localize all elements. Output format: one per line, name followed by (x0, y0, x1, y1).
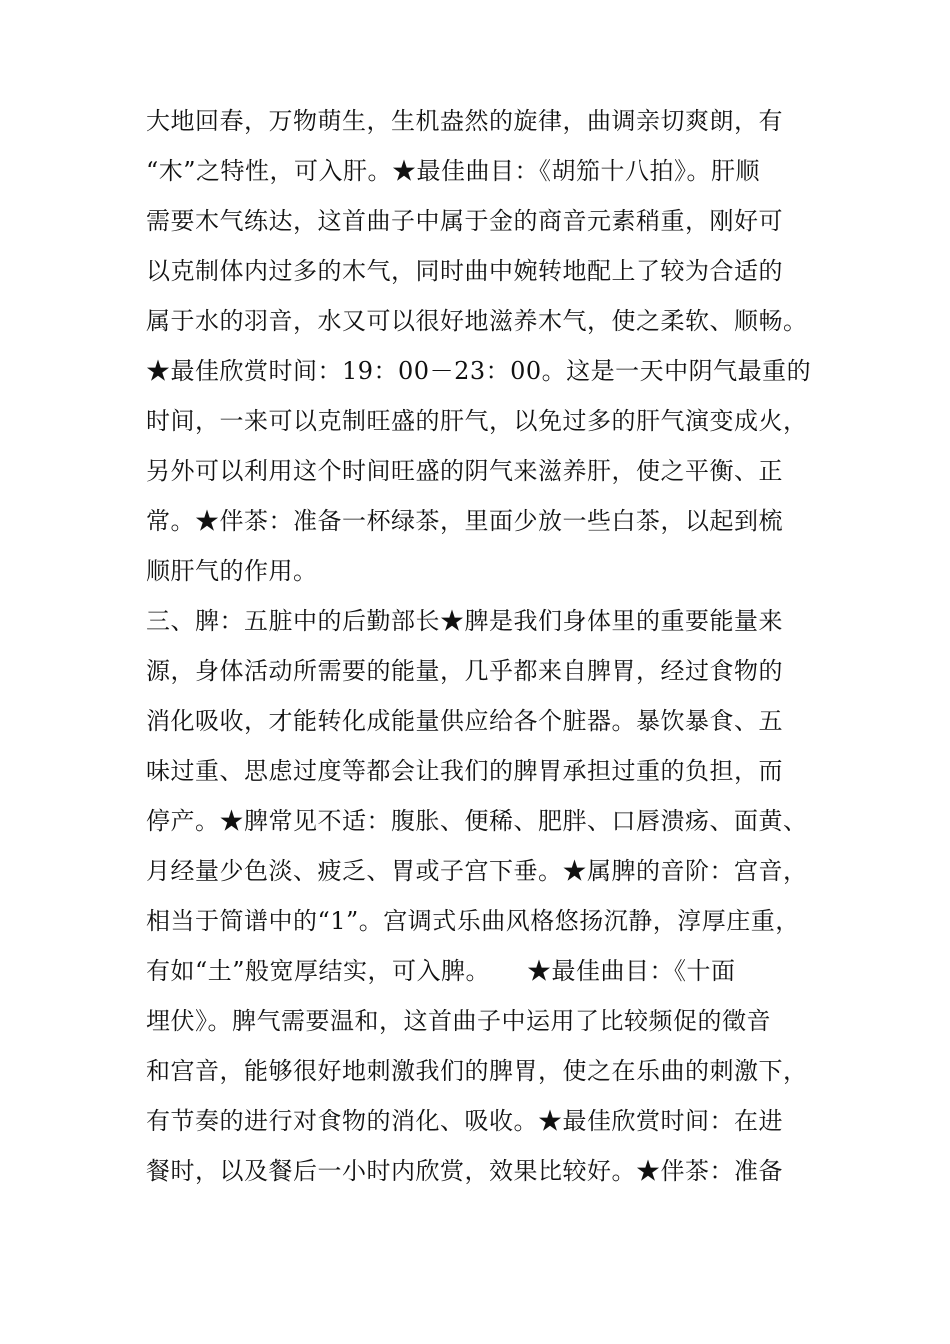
text-line: 时间，一来可以克制旺盛的肝气，以免过多的肝气演变成火， (146, 407, 808, 435)
text-line: 味过重、思虑过度等都会让我们的脾胃承担过重的负担，而 (146, 757, 783, 785)
text-line: 以克制体内过多的木气，同时曲中婉转地配上了较为合适的 (146, 257, 783, 285)
text-line: 餐时，以及餐后一小时内欣赏，效果比较好。★伴茶：准备 (146, 1157, 783, 1185)
section-heading-line: 三、脾：五脏中的后勤部长★脾是我们身体里的重要能量来 (146, 607, 783, 635)
text-line: 有如“土”般宽厚结实，可入脾。 ★最佳曲目：《十面 (146, 957, 736, 985)
text-line: 和宫音，能够很好地刺激我们的脾胃，使之在乐曲的刺激下， (146, 1057, 808, 1085)
text-line: 顺肝气的作用。 (146, 557, 318, 585)
text-line: 埋伏》。脾气需要温和，这首曲子中运用了比较频促的徵音 (146, 1007, 771, 1035)
text-line: 有节奏的进行对食物的消化、吸收。★最佳欣赏时间：在进 (146, 1107, 783, 1135)
text-line: “木”之特性，可入肝。★最佳曲目：《胡笳十八拍》。肝顺 (146, 157, 761, 185)
body-text (146, 96, 816, 1196)
text-line: 另外可以利用这个时间旺盛的阴气来滋养肝，使之平衡、正 (146, 457, 783, 485)
text-line: 相当于简谱中的“1”。宫调式乐曲风格悠扬沉静，淳厚庄重， (146, 907, 800, 935)
text-line: 大地回春，万物萌生，生机盎然的旋律，曲调亲切爽朗，有 (146, 107, 783, 135)
text-line: 源，身体活动所需要的能量，几乎都来自脾胃，经过食物的 (146, 657, 783, 685)
text-line: 属于水的羽音，水又可以很好地滋养木气，使之柔软、顺畅。 (146, 307, 808, 335)
text-line: 停产。★脾常见不适：腹胀、便稀、肥胖、口唇溃疡、面黄、 (146, 807, 808, 835)
text-line: 常。★伴茶：准备一杯绿茶，里面少放一些白茶，以起到梳 (146, 507, 783, 535)
text-line: 月经量少色淡、疲乏、胃或子宫下垂。★属脾的音阶：宫音， (146, 857, 808, 885)
text-line: 消化吸收，才能转化成能量供应给各个脏器。暴饮暴食、五 (146, 707, 783, 735)
text-line: ★最佳欣赏时间：19：00－23：00。这是一天中阴气最重的 (146, 357, 812, 385)
text-line: 需要木气练达，这首曲子中属于金的商音元素稍重，刚好可 (146, 207, 783, 235)
